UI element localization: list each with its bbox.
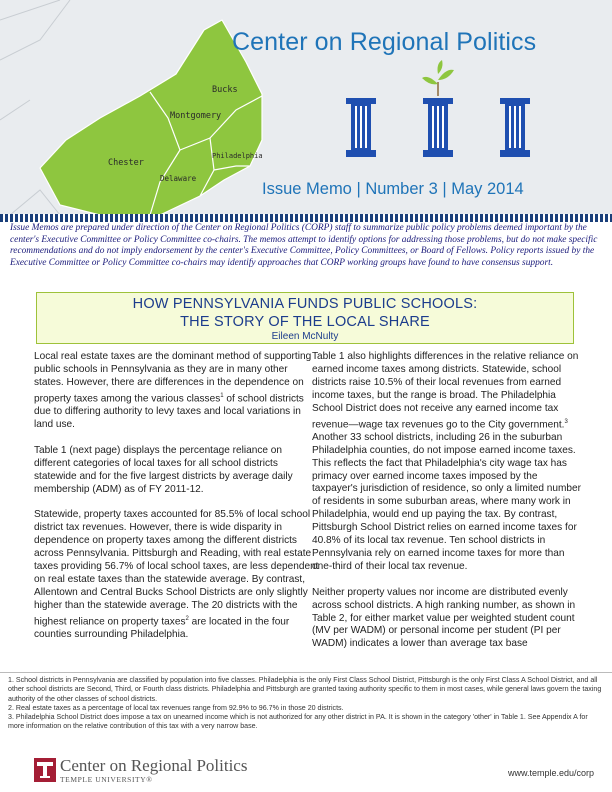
- footnote-3: 3. Philadelphia School District does impose a tax on unearned income which is not authorized for any other district in PA. It is shown in the category 'other' in Table 1. See Appendix A for more information on the relative contribution of this tax with a very narrow base.: [8, 713, 588, 731]
- right-paragraph-1: Table 1 also highlights differences in the relative reliance on earned income taxes among districts. Statewide, school districts raise 10.5% of their local revenues from earned income taxes, but the range is broad. The Philadelphia School District does not receive any earned income tax revenue—wage tax revenues go to the City government.$^3$ Another 33 school districts, including 26 in the suburban Philadelphia counties, do not impose earned income taxes. This reflects the fact that Philadelphia's city wage tax has primacy over earned income taxes imposed by the taxpayer's jurisdiction of residence, so only a limited number of residents in some suburban areas, where many work in Philadelphia, would end up paying the tax. By contrast, Pittsburgh School District relies on earned income taxes for 40.8% of its local tax revenue. Ten school districts in Pennsylvania rely on earned income taxes for more than one-third of their local tax revenue.: [312, 351, 581, 572]
- footer-url-link[interactable]: www.temple.edu/corp: [507, 768, 594, 778]
- footnote-ref-2: 2: [185, 615, 189, 622]
- left-paragraph-3: Statewide, property taxes accounted for 85.5% of local school district tax revenues. However, there is wide disparity in dependence on property taxes among the different districts across Pennsylvania. Pittsburgh and Reading, with real estate taxes providing 56.7% of local school taxes, are less dependent on real estate taxes than the statewide average. By contrast, Allentown and Central Bucks School Districts are only slightly higher than the statewide average. The 20 districts with the highest reliance on property taxes$^2$ are located in the four counties surrounding Philadelphia.: [34, 509, 319, 640]
- author: Eileen McNulty: [271, 331, 339, 342]
- map-label-delaware: Delaware: [160, 174, 197, 183]
- footnote-2: 2. Real estate taxes as a percentage of local tax revenues range from 92.9% to 96.7% in those 20 districts.: [8, 703, 344, 712]
- map-label-philadelphia: Philadelphia: [212, 152, 263, 160]
- footnote-1: 1. School districts in Pennsylvania are classified by population into five classes. Philadelphia is the only First Class School District, Pittsburgh is the only First Class A School District, and all other school districts are Second, Third, or Fourth class districts. Philadelphia and Pittsburgh are granted taxing authority specific to them in most cases, while general laws govern the taxing authority of the other classes of school districts.: [8, 676, 602, 703]
- footnote-divider: [0, 672, 612, 673]
- issue-line: Issue Memo | Number 3 | May 2014: [262, 180, 524, 198]
- title-box: [36, 292, 574, 344]
- footer-university: TEMPLE UNIVERSITY®: [60, 775, 153, 784]
- title-line-1: HOW PENNSYLVANIA FUNDS PUBLIC SCHOOLS:: [132, 296, 478, 312]
- center-title: Center on Regional Politics: [232, 28, 537, 56]
- footnote-ref-1: 1: [220, 392, 224, 399]
- left-paragraph-1: Local real estate taxes are the dominant method of supporting public schools in Pennsylvania as they are in many other states. However, there are differences in the dependence on property taxes among the various classes$^1$ of school districts due to differing authority to levy taxes and local variations in land use.: [34, 351, 312, 430]
- left-column: [34, 351, 320, 655]
- map-label-bucks: Bucks: [212, 85, 238, 95]
- footer-org-name: Center on Regional Politics: [60, 756, 248, 775]
- right-column: [312, 351, 582, 664]
- temple-t-icon: [34, 758, 56, 782]
- footnotes: [8, 676, 604, 732]
- header: [0, 0, 612, 215]
- left-paragraph-2: Table 1 (next page) displays the percentage reliance on different categories of local taxes for all school districts statewide and for the five largest districts by average daily membership (ADM) as of FY 2011-12.: [34, 444, 293, 495]
- map-label-chester: Chester: [108, 158, 144, 168]
- right-paragraph-2: Neither property values nor income are distributed evenly across school districts. A high ranking number, as shown in Table 2, for either market value per weighted student count (MV per WADM) or personal income per student (PI per WADM) indicates a lower than average tax base: [312, 586, 576, 650]
- columns-logo: [338, 60, 543, 170]
- intro-paragraph: Issue Memos are prepared under direction of the Center on Regional Politics (CORP) staff to summarize public policy problems deemed important by the center's Executive Committee or Policy Committee co-chairs. The memos attempt to identify options for addressing those problems, but do not make specific recommendations and do not imply endorsement by the center's Executive Committee, Policy Committees, or Board of Fellows. Policy reports issued by the Executive Committee or Policy Committee co-chairs may identify approaches that CORP working groups have found to have consensus support.: [10, 223, 598, 268]
- sprout-icon: [422, 60, 454, 96]
- title-line-2: THE STORY OF THE LOCAL SHARE: [180, 314, 430, 330]
- header-divider: [0, 214, 612, 222]
- footnote-ref-3: 3: [564, 418, 568, 425]
- map-label-montgomery: Montgomery: [170, 111, 222, 121]
- footer: [34, 758, 594, 788]
